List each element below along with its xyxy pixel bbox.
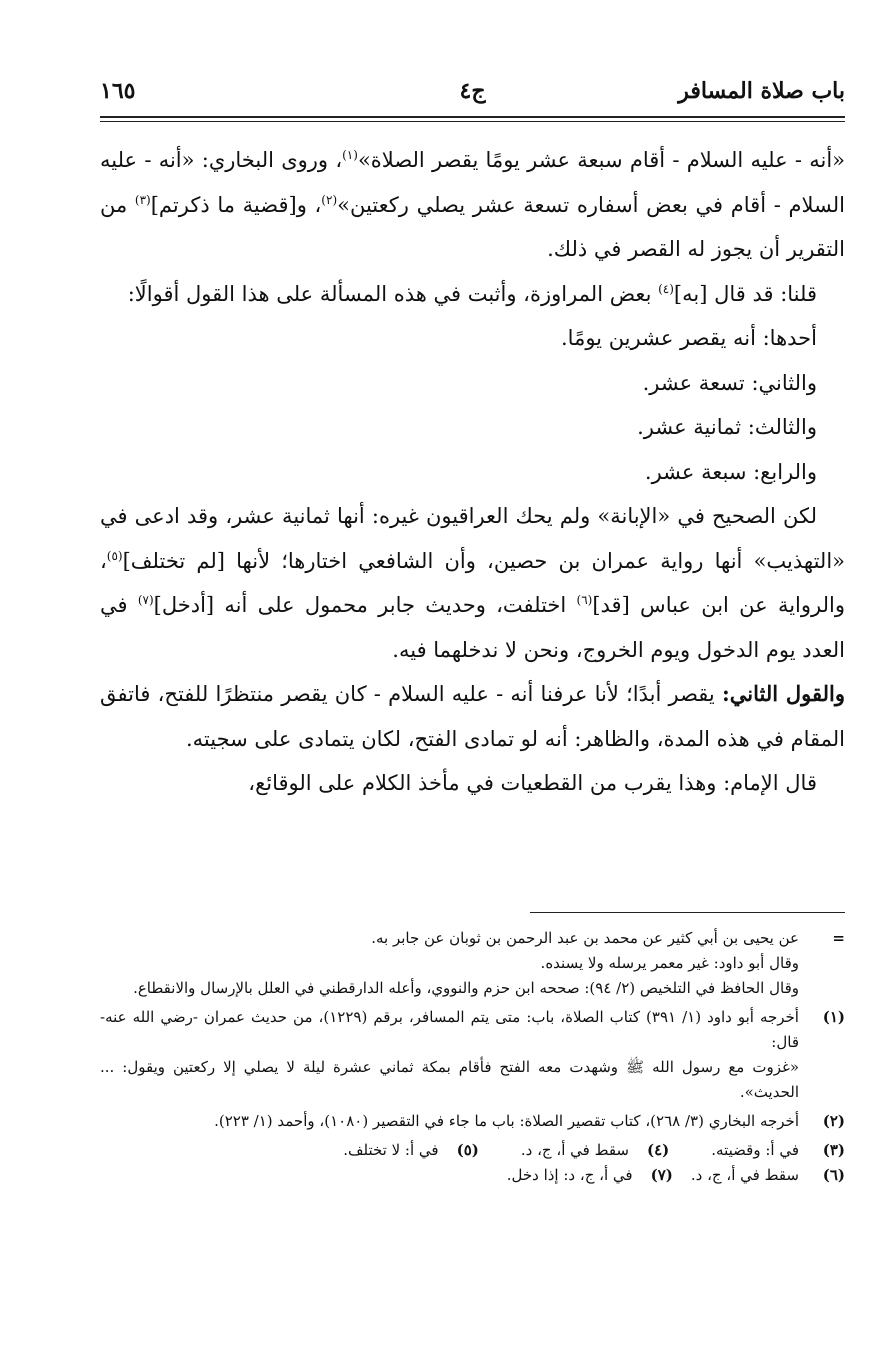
- footnote-4-text: سقط في أ، ج، د.: [520, 1141, 629, 1159]
- footnote-number: (٧): [650, 1166, 673, 1184]
- page-number: ١٦٥: [100, 78, 136, 104]
- footnote-number: (٢): [822, 1112, 845, 1130]
- footnote-continuation: [100, 926, 845, 1001]
- footnote-line: وقال الحافظ في التلخيص (٢/ ٩٤): صححه ابن حزم والنووي، وأعله الدارقطني في العلل بالإرسال والانقطاع.: [133, 979, 799, 997]
- chapter-title: باب صلاة المسافر: [678, 78, 845, 104]
- second-opinion-heading: والقول الثاني:: [721, 681, 846, 706]
- list-item: أحدها: أنه يقصر عشرين يومًا.: [561, 326, 817, 350]
- footnote-2: [100, 1109, 845, 1134]
- list-item: والثالث: ثمانية عشر.: [637, 415, 817, 439]
- continuation-mark: =: [832, 929, 845, 947]
- paragraph-4: والقول الثاني: يقصر أبدًا؛ لأنا عرفنا أنه - عليه السلام - كان يقصر منتظرًا للفتح، فاتفق المقام في هذه المدة، والظاهر: أنه لو تمادى الفتح، لكان يتمادى على سجيته.: [100, 681, 846, 751]
- footnote-ref-1[interactable]: (١): [342, 148, 358, 162]
- paragraph-1: «أنه - عليه السلام - أقام سبعة عشر يومًا يقصر الصلاة»$^{(١)}$، وروى البخاري: «أنه - عليه السلام - أقام في بعض أسفاره تسعة عشر يصلي ركعتين»$^{(٢)}$، و[قضية ما ذكرتم]$^{(٣)}$ من التقرير أن يجوز له القصر في ذلك.: [100, 148, 846, 261]
- footnote-number: (٦): [822, 1166, 845, 1184]
- list-item: والرابع: سبعة عشر.: [644, 459, 817, 484]
- footnote-number: (٣): [822, 1141, 845, 1159]
- footnote-7-text: في أ، ج، د: إذا دخل.: [506, 1166, 633, 1184]
- footnote-line: أخرجه البخاري (٣/ ٢٦٨)، كتاب تقصير الصلاة: باب ما جاء في التقصير (١٠٨٠)، وأحمد (١/ ٢٢٣).: [214, 1112, 799, 1130]
- footnote-number: (٤): [647, 1141, 670, 1159]
- paragraph-2: قلنا: قد قال [به]$^{(٤)}$ بعض المراوزة، وأثبت في هذه المسألة على هذا القول أقوالًا:: [127, 281, 817, 306]
- paragraph-3: لكن الصحيح في «الإبانة» ولم يحك العراقيون غيره: أنها ثمانية عشر، وقد ادعى في «التهذيب» أنها رواية عمران بن حصين، وأن الشافعي اختارها؛ لأنها [لم تختلف]$^{(٥)}$، والرواية عن ابن عباس [قد]$^{(٦)}$ اختلفت، وحديث جابر محمول على أنه [أدخل]$^{(٧)}$ في العدد يوم الدخول ويوم الخروج، ونحن لا ندخلهما فيه.: [100, 504, 845, 662]
- footnote-ref-7[interactable]: (٧): [137, 593, 154, 607]
- footnote-line: «غزوت مع رسول الله ﷺ وشهدت معه الفتح فأقام بمكة ثماني عشرة ليلة لا يصلي إلا ركعتين ويقول: ... الحديث».: [100, 1058, 799, 1101]
- footnote-1: [100, 1005, 845, 1105]
- footnotes-6-7: [100, 1163, 845, 1188]
- footnotes: [100, 926, 845, 1188]
- footnote-ref-2[interactable]: (٢): [321, 192, 338, 207]
- footnotes-3-5: [100, 1138, 845, 1163]
- footnote-6-text: سقط في أ، ج، د.: [690, 1166, 799, 1184]
- footnote-5-text: في أ: لا تختلف.: [343, 1141, 439, 1159]
- footnote-line: عن يحيى بن أبي كثير عن محمد بن عبد الرحمن بن ثوبان عن جابر به.: [371, 929, 799, 947]
- footnote-number: (٥): [456, 1141, 479, 1159]
- footnote-separator: [530, 912, 845, 913]
- paragraph-5: قال الإمام: وهذا يقرب من القطعيات في مأخذ الكلام على الوقائع،: [248, 771, 817, 795]
- footnote-ref-4[interactable]: (٤): [658, 281, 674, 296]
- footnote-number: (١): [822, 1008, 845, 1026]
- footnote-line: أخرجه أبو داود (١/ ٣٩١) كتاب الصلاة، باب: متى يتم المسافر، برقم (١٢٢٩)، من حديث عمران -رضي الله عنه- قال:: [100, 1008, 799, 1051]
- footnote-3-text: في أ: وقضيته.: [711, 1141, 799, 1159]
- footnote-ref-5[interactable]: (٥): [106, 548, 123, 563]
- main-text: [100, 138, 845, 806]
- running-header: [100, 78, 845, 112]
- list-item: والثاني: تسعة عشر.: [642, 370, 817, 395]
- volume-number: ج٤: [459, 78, 486, 104]
- header-rule-thick: [100, 116, 845, 118]
- header-rule-thin: [100, 121, 845, 122]
- footnote-line: وقال أبو داود: غير معمر يرسله ولا يسنده.: [540, 954, 799, 972]
- footnote-ref-3[interactable]: (٣): [134, 192, 151, 207]
- footnote-ref-6[interactable]: (٦): [576, 593, 593, 607]
